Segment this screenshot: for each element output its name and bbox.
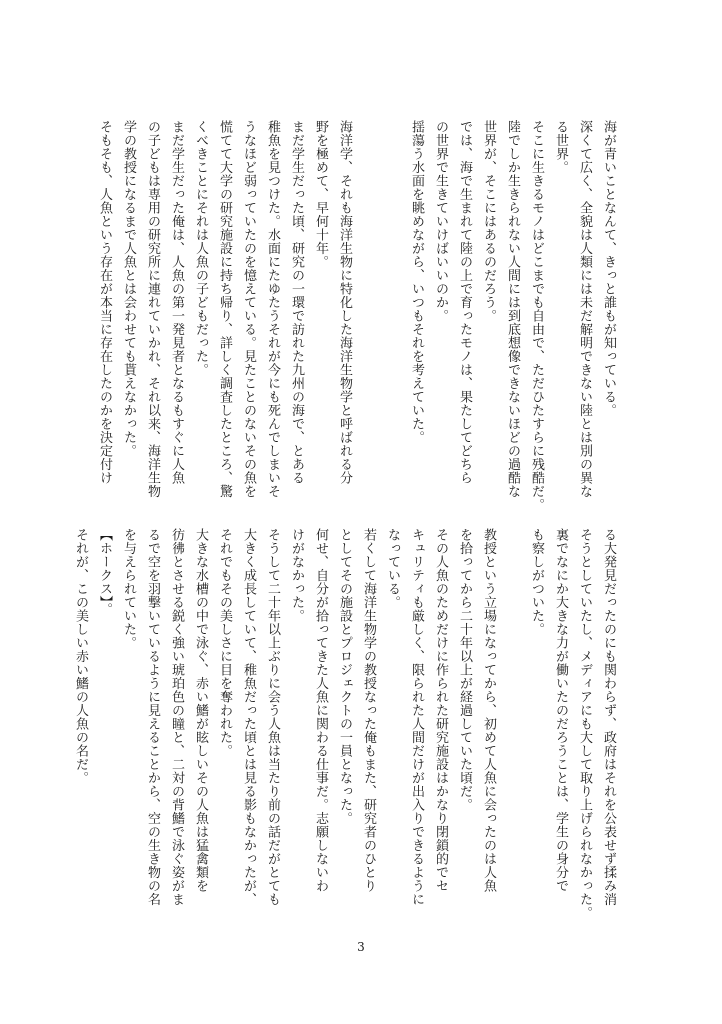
text-line: 学の教授になるまで人魚とは会わせても貰えなかった。 [121,120,136,458]
text-line: 稚魚を見つけた。水面にたゆたうそれが今にも死んでしまいそ [265,120,280,498]
text-line: まだ学生だった俺は、人魚の第一発見者となるもすぐに人魚 [169,120,184,485]
lower-text-block [73,528,620,920]
text-line: 世界が、そこにはあるのだろう。 [481,120,496,323]
text-line: そこに生きるモノはどこまでも自由で、ただひたすらに残酷だ。 [529,120,544,512]
text-line: それが、この美しい赤い鰭の人魚の名だ。 [73,528,88,785]
text-line: るで空を羽撃いているように見えることから、空の生き物の名 [145,528,160,906]
text-line: その人魚のためだけに作られた研究施設はかなり閉鎖的でセ [433,528,448,893]
text-line: を拾ってから二十年以上が経過していた頃だ。 [457,528,472,812]
text-line: なっている。 [385,528,400,609]
text-line: 慌てて大学の研究施設に持ち帰り、詳しく調査したところ、驚 [217,120,232,498]
text-line: 野を極めて、早何十年。 [313,120,328,269]
text-line: 海洋学、それも海洋生物に特化した海洋生物学と呼ばれる分 [337,120,352,485]
text-line: る世界。 [553,120,568,174]
text-line: 深くて広く、全貌は人類には未だ解明できない陸とは別の異な [577,120,592,498]
text-line [500,528,524,918]
text-line: を与えられていた。 [121,528,136,650]
text-line: うなほど弱っていたのを憶えている。見たことのないその魚を [241,120,256,498]
text-line: 教授という立場になってから、初めて人魚に会ったのは人魚 [481,528,496,893]
text-line: 揺蕩う水面を眺めながら、いつもそれを考えていた。 [409,120,424,444]
text-line: そもそも、人魚という存在が本当に存在したのかを決定付け [97,120,112,485]
text-line: 海が青いことなんて、きっと誰もが知っている。 [601,120,616,417]
text-line: も察しがついた。 [529,528,544,636]
text-line: 若くして海洋生物学の教授なった俺もまた、研究者のひとり [361,528,376,893]
text-line: 裏でなにか大きな力が働いたのだろうことは、学生の身分で [553,528,568,893]
text-line: 【ホークス】。 [97,528,112,616]
text-line [380,120,404,510]
text-line: それでもその美しさに目を奪われた。 [217,528,232,758]
text-line: る大発見だったのにも関わらず、政府はそれを公表せず揉み消 [601,528,616,906]
text-line: そうして二十年以上ぶりに会う人魚は当たり前の話だがとても [265,528,280,906]
text-line: としてその施設とプロジェクトの一員となった。 [337,528,352,825]
text-line [356,120,380,510]
text-line: まだ学生だった頃、研究の一環で訪れた九州の海で、とある [289,120,304,485]
text-line: では、海で生まれて陸の上で育ったモノは、果たしてどちら [457,120,472,485]
upper-text-block [97,120,620,512]
text-line: くべきことにそれは人魚の子どもだった。 [193,120,208,377]
text-line: そうとしていたし、メディアにも大して取り上げられなかった。 [577,528,592,920]
text-line: の世界で生きていけばいいのか。 [433,120,448,323]
text-line: 陸でしか生きられない人間には到底想像できないほどの過酷な [505,120,520,498]
text-line: キュリティも厳しく、限られた人間だけが出入りできるように [409,528,424,906]
page-number: 3 [357,940,365,954]
text-line: の子どもは専用の研究所に連れていかれ、それ以来、海洋生物 [145,120,160,498]
text-line: 大きな水槽の中で泳ぐ、赤い鰭が眩しいその人魚は猛禽類を [193,528,208,893]
text-line: 何せ、自分が拾ってきた人魚に関わる仕事だ。志願しないわ [313,528,328,893]
text-line: けがなかった。 [289,528,304,623]
text-line: 大きく成長していて、稚魚だった頃とは見る影もなかったが、 [241,528,256,906]
text-line: 彷彿とさせる鋭く強い琥珀色の瞳と、二対の背鰭で泳ぐ姿がま [169,528,184,906]
